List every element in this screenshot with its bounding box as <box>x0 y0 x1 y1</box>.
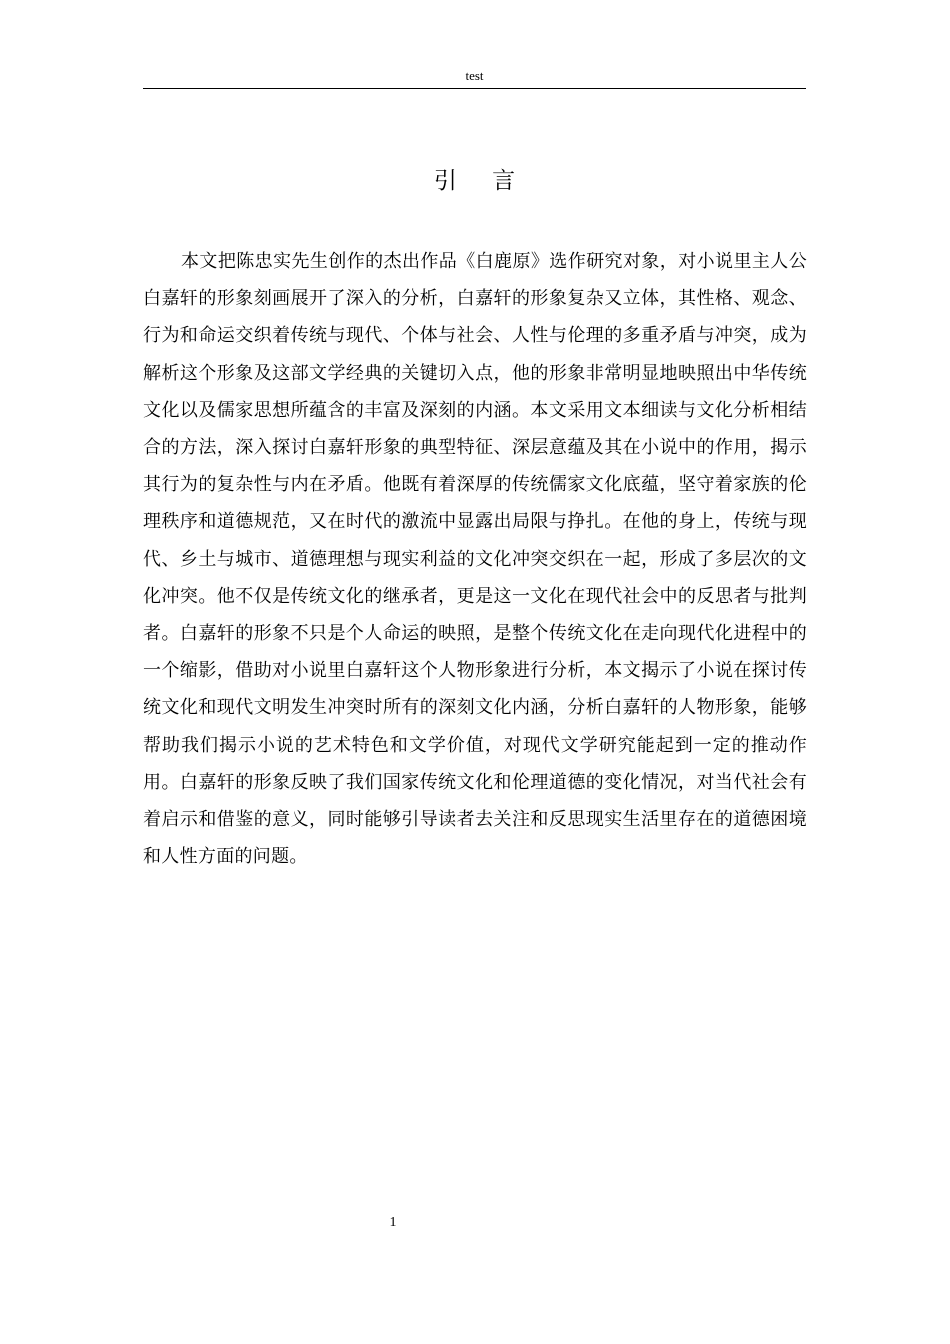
page-header <box>143 64 806 89</box>
page-number: 1 <box>389 1215 397 1230</box>
header-text: test <box>465 68 484 83</box>
section-title: 引 言 <box>433 168 530 194</box>
body-paragraph: 本文把陈忠实先生创作的杰出作品《白鹿原》选作研究对象，对小说里主人公白嘉轩的形象刻画展开了深入的分析，白嘉轩的形象复杂又立体，其性格、观念、行为和命运交织着传统与现代、个体与社会、人性与伦理的多重矛盾与冲突，成为解析这个形象及这部文学经典的关键切入点，他的形象非常明显地映照出中华传统文化以及儒家思想所蕴含的丰富及深刻的内涵。本文采用文本细读与文化分析相结合的方法，深入探讨白嘉轩形象的典型特征、深层意蕴及其在小说中的作用，揭示其行为的复杂性与内在矛盾。他既有着深厚的传统儒家文化底蕴，坚守着家族的伦理秩序和道德规范，又在时代的激流中显露出局限与挣扎。在他的身上，传统与现代、乡土与城市、道德理想与现实利益的文化冲突交织在一起，形成了多层次的文化冲突。他不仅是传统文化的继承者，更是这一文化在现代社会中的反思者与批判者。白嘉轩的形象不只是个人命运的映照，是整个传统文化在走向现代化进程中的一个缩影，借助对小说里白嘉轩这个人物形象进行分析，本文揭示了小说在探讨传统文化和现代文明发生冲突时所有的深刻文化内涵，分析白嘉轩的人物形象，能够帮助我们揭示小说的艺术特色和文学价值，对现代文学研究能起到一定的推动作用。白嘉轩的形象反映了我们国家传统文化和伦理道德的变化情况，对当代社会有着启示和借鉴的意义，同时能够引导读者去关注和反思现实生活里存在的道德困境和人性方面的问题。 <box>143 251 807 868</box>
